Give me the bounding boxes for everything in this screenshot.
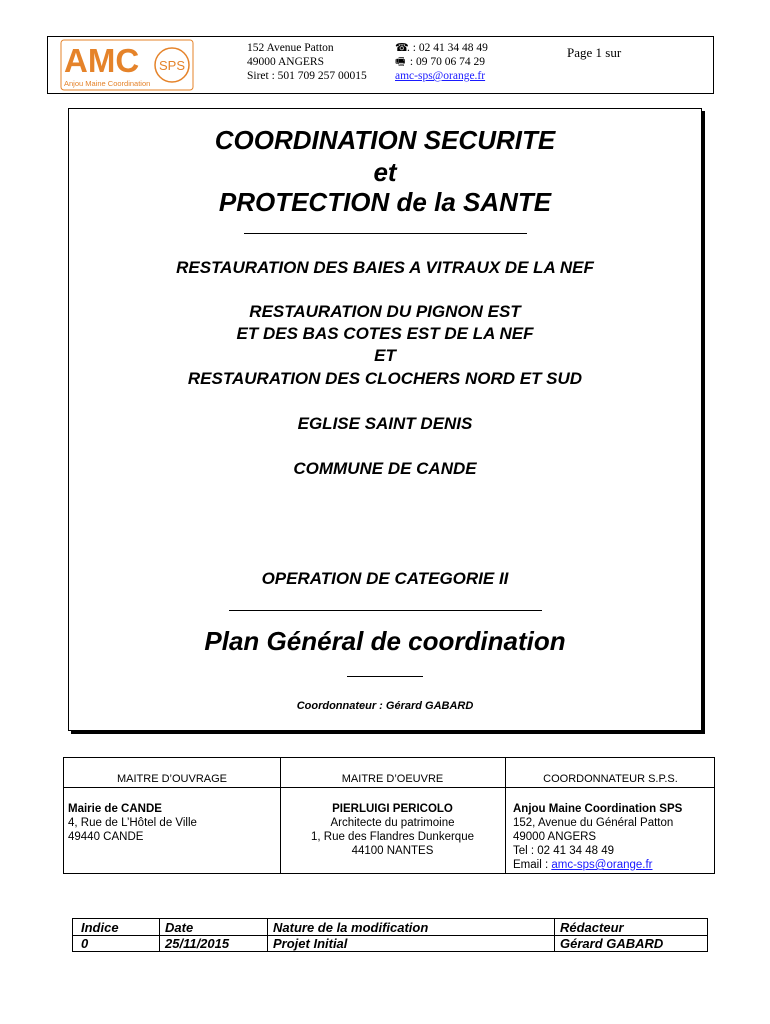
- title-line-2: et: [373, 157, 397, 187]
- address-street: 152 Avenue Patton: [247, 42, 334, 54]
- phone-number: . : 02 41 34 48 49: [407, 42, 488, 54]
- address-city: 49000 ANGERS: [247, 56, 324, 68]
- column-divider: [159, 919, 160, 951]
- coordinator-block: [513, 802, 682, 872]
- column-divider: [554, 919, 555, 951]
- company-contact: [395, 41, 488, 83]
- coordinator-line: Tel : 02 41 34 48 49: [513, 845, 615, 857]
- column-divider: [267, 919, 268, 951]
- modifications-table: [72, 918, 708, 952]
- owner-block: [68, 802, 197, 844]
- plan-title: Plan Général de coordination: [204, 626, 566, 656]
- logo-brand: AMC: [64, 42, 140, 79]
- fax-icon: 🖷: [395, 56, 406, 68]
- parties-table: [63, 757, 715, 874]
- coordinator-email-label: Email :: [513, 859, 552, 871]
- page-header: [47, 36, 714, 94]
- header-coordinator: COORDONNATEUR S.P.S.: [543, 773, 678, 785]
- logo-tagline: Anjou Maine Coordination: [64, 79, 151, 88]
- subject-2-line-3: ET: [374, 346, 396, 365]
- title-line-1: COORDINATION SECURITE: [214, 125, 556, 155]
- category-rule: [229, 610, 542, 611]
- architect-line: 1, Rue des Flandres Dunkerque: [310, 831, 474, 843]
- coordinator-line: 49000 ANGERS: [513, 831, 597, 843]
- phone-icon: ☎: [395, 42, 409, 54]
- architect-block: [280, 802, 505, 858]
- church-name: EGLISE SAINT DENIS: [297, 414, 473, 433]
- page-number: Page 1 sur: [567, 45, 622, 60]
- email-link[interactable]: amc-sps@orange.fr: [395, 70, 486, 82]
- owner-name: Mairie de CANDE: [68, 803, 162, 815]
- header-nature: Nature de la modification: [273, 920, 429, 935]
- cell-nature: Projet Initial: [273, 936, 348, 951]
- commune-name: COMMUNE DE CANDE: [293, 459, 477, 478]
- architect-line: Architecte du patrimoine: [330, 817, 455, 829]
- coordinator-line: 152, Avenue du Général Patton: [513, 817, 674, 829]
- amc-sps-logo: [60, 39, 194, 91]
- subject-2-line-1: RESTAURATION DU PIGNON EST: [249, 302, 521, 321]
- address-siret: Siret : 501 709 257 00015: [247, 70, 367, 82]
- cell-redacteur: Gérard GABARD: [560, 936, 664, 951]
- logo-badge: SPS: [158, 58, 186, 73]
- header-redacteur: Rédacteur: [560, 920, 624, 935]
- coordinator-email-link[interactable]: amc-sps@orange.fr: [551, 859, 653, 871]
- plan-rule: [347, 676, 423, 677]
- subject-2-line-2: ET DES BAS COTES EST DE LA NEF: [236, 324, 534, 343]
- cell-date: 25/11/2015: [165, 936, 230, 951]
- header-owner: MAITRE D’OUVRAGE: [116, 773, 227, 785]
- owner-line: 49440 CANDE: [68, 831, 144, 843]
- operation-category: OPERATION DE CATEGORIE II: [261, 569, 509, 588]
- coordinator-line: Coordonnateur : Gérard GABARD: [296, 700, 474, 712]
- cell-indice: 0: [81, 936, 89, 951]
- header-indice: Indice: [81, 920, 119, 935]
- coordinator-name: Anjou Maine Coordination SPS: [513, 803, 683, 815]
- title-rule: [244, 233, 527, 234]
- title-box: [68, 108, 702, 731]
- title-line-3: PROTECTION de la SANTE: [218, 187, 552, 217]
- architect-line: 44100 NANTES: [351, 845, 434, 857]
- subject-1: RESTAURATION DES BAIES A VITRAUX DE LA NEF: [176, 258, 594, 277]
- fax-number: : 09 70 06 74 29: [407, 56, 485, 68]
- company-address: [247, 41, 367, 83]
- header-date: Date: [165, 920, 194, 935]
- header-architect: MAITRE D’OEUVRE: [341, 773, 444, 785]
- owner-line: 4, Rue de L’Hôtel de Ville: [68, 817, 197, 829]
- subject-2-line-4: RESTAURATION DES CLOCHERS NORD ET SUD: [187, 369, 583, 388]
- architect-name: PIERLUIGI PERICOLO: [332, 803, 453, 815]
